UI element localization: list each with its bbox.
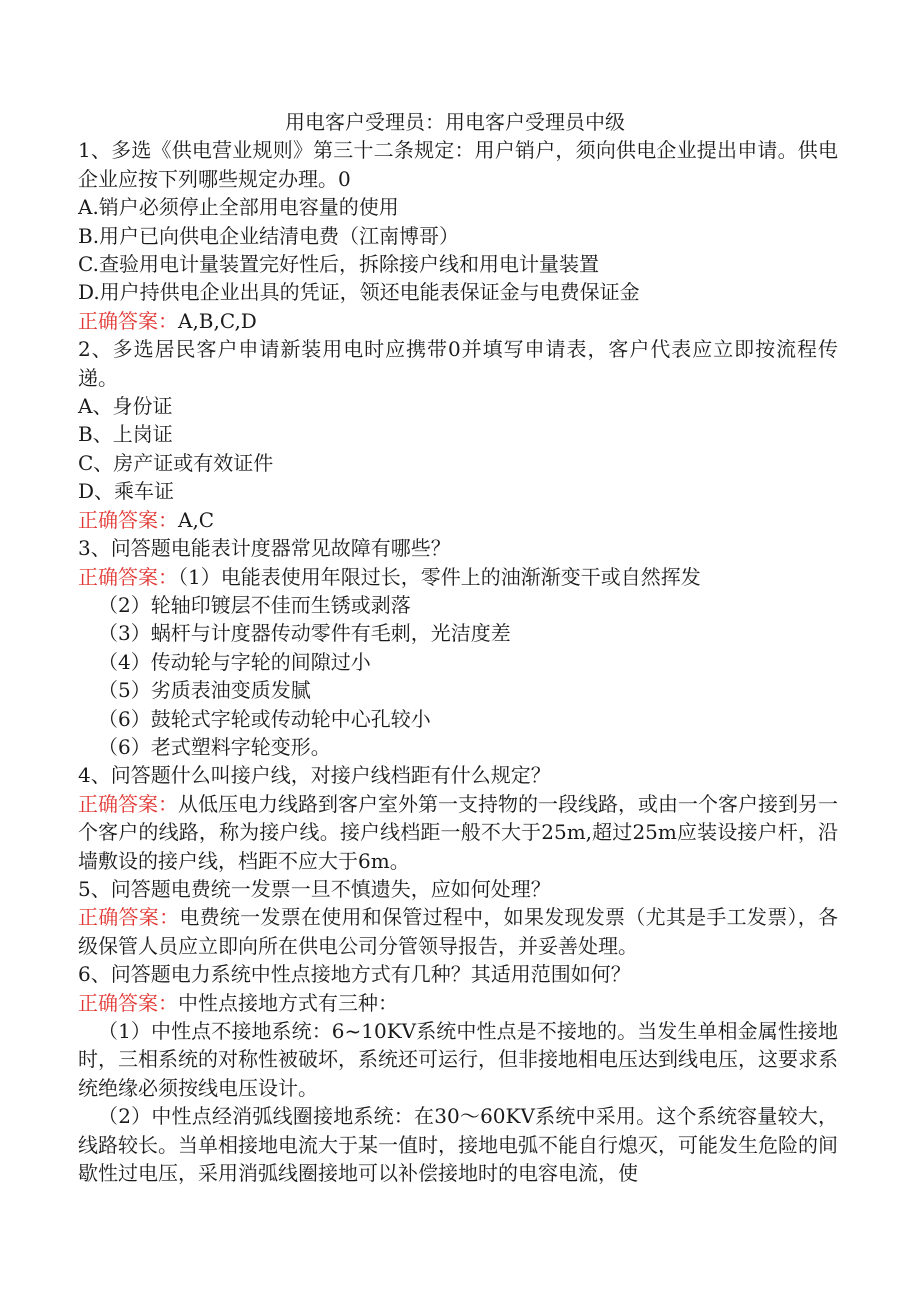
answer-value: A,B,C,D: [178, 308, 257, 333]
question-2-stem: 2、多选居民客户申请新装用电时应携带0并填写申请表，客户代表应立即按流程传递。: [78, 337, 838, 390]
question-4-stem: 4、问答题什么叫接户线，对接户线档距有什么规定？: [78, 763, 551, 788]
question-6-answer: [78, 989, 838, 1017]
answer-label: 正确答案：: [78, 308, 178, 333]
question-1-option-a: A.销户必须停止全部用电容量的使用: [78, 195, 399, 220]
question-6-stem: 6、问答题电力系统中性点接地方式有几种？其适用范围如何？: [78, 962, 631, 987]
document-title: 用电客户受理员：用电客户受理员中级: [285, 110, 625, 134]
question-3-stem: 3、问答题电能表计度器常见故障有哪些？: [78, 536, 451, 561]
question-6-answer-item-2: （2）中性点经消弧线圈接地系统：在30～60KV系统中采用。这个系统容量较大，线路较长。当单相接地电流大于某一值时，接地电弧不能自行熄灭，可能发生危险的间歇性过电压，采用消弧线圈接地可以补偿接地时的电容电流，使: [78, 1104, 838, 1186]
answer-value: A,C: [178, 507, 215, 532]
question-3-answer-item-6b: （6）老式塑料字轮变形。: [98, 734, 331, 759]
question-3-answer-item-4: （4）传动轮与字轮的间隙过小: [98, 649, 371, 674]
answer-value: （1）电能表使用年限过长，零件上的油渐渐变干或自然挥发: [178, 564, 701, 589]
answer-value: 电费统一发票在使用和保管过程中，如果发现发票（尤其是手工发票），各级保管人员应立即向所在供电公司分管领导报告，并妥善处理。: [78, 905, 839, 958]
answer-label: 正确答案：: [78, 507, 178, 532]
question-3-answer-item-5: （5）劣质表油变质发腻: [98, 678, 311, 703]
answer-label: 正确答案：: [78, 905, 180, 930]
question-4-answer: [78, 790, 838, 875]
question-5-answer: [78, 903, 838, 960]
question-3-answer-item-3: （3）蜗杆与计度器传动零件有毛刺，光洁度差: [98, 621, 511, 646]
question-3-answer-item-2: （2）轮轴印镀层不佳而生锈或剥落: [98, 592, 411, 617]
question-2-option-c: C、房产证或有效证件: [78, 450, 274, 475]
question-2-answer: [78, 506, 838, 534]
answer-label: 正确答案：: [78, 791, 178, 816]
question-2-option-a: A、身份证: [78, 394, 173, 419]
answer-value: 从低压电力线路到客户室外第一支持物的一段线路，或由一个客户接到另一个客户的线路，称为接户线。接户线档距一般不大于25m,超过25m应装设接户杆，沿墙敷设的接户线，档距不应大于6m。: [78, 791, 838, 873]
question-5-stem: 5、问答题电费统一发票一旦不慎遗失，应如何处理？: [78, 876, 551, 901]
question-1-option-c: C.查验用电计量装置完好性后，拆除接户线和用电计量装置: [78, 252, 599, 277]
question-1-option-d: D.用户持供电企业出具的凭证，领还电能表保证金与电费保证金: [78, 280, 640, 305]
document-page: [78, 108, 838, 1187]
answer-value: 中性点接地方式有三种：: [178, 990, 398, 1015]
question-3-answer: [78, 563, 838, 591]
question-1-option-b: B.用户已向供电企业结清电费（江南博哥）: [78, 223, 460, 248]
question-1-answer: [78, 307, 838, 335]
answer-label: 正确答案：: [78, 990, 178, 1015]
answer-label: 正确答案：: [78, 564, 178, 589]
question-2-option-b: B、上岗证: [78, 422, 173, 447]
question-3-answer-item-6a: （6）鼓轮式字轮或传动轮中心孔较小: [98, 706, 431, 731]
question-6-answer-item-1: （1）中性点不接地系统：6~10KV系统中性点是不接地的。当发生单相金属性接地时，三相系统的对称性被破坏，系统还可运行，但非接地相电压达到线电压，这要求系统绝缘必须按线电压设计。: [78, 1019, 838, 1100]
question-2-option-d: D、乘车证: [78, 479, 175, 504]
question-1-stem: 1、多选《供电营业规则》第三十二条规定：用户销户，须向供电企业提出申请。供电企业应按下列哪些规定办理。0: [78, 138, 838, 191]
